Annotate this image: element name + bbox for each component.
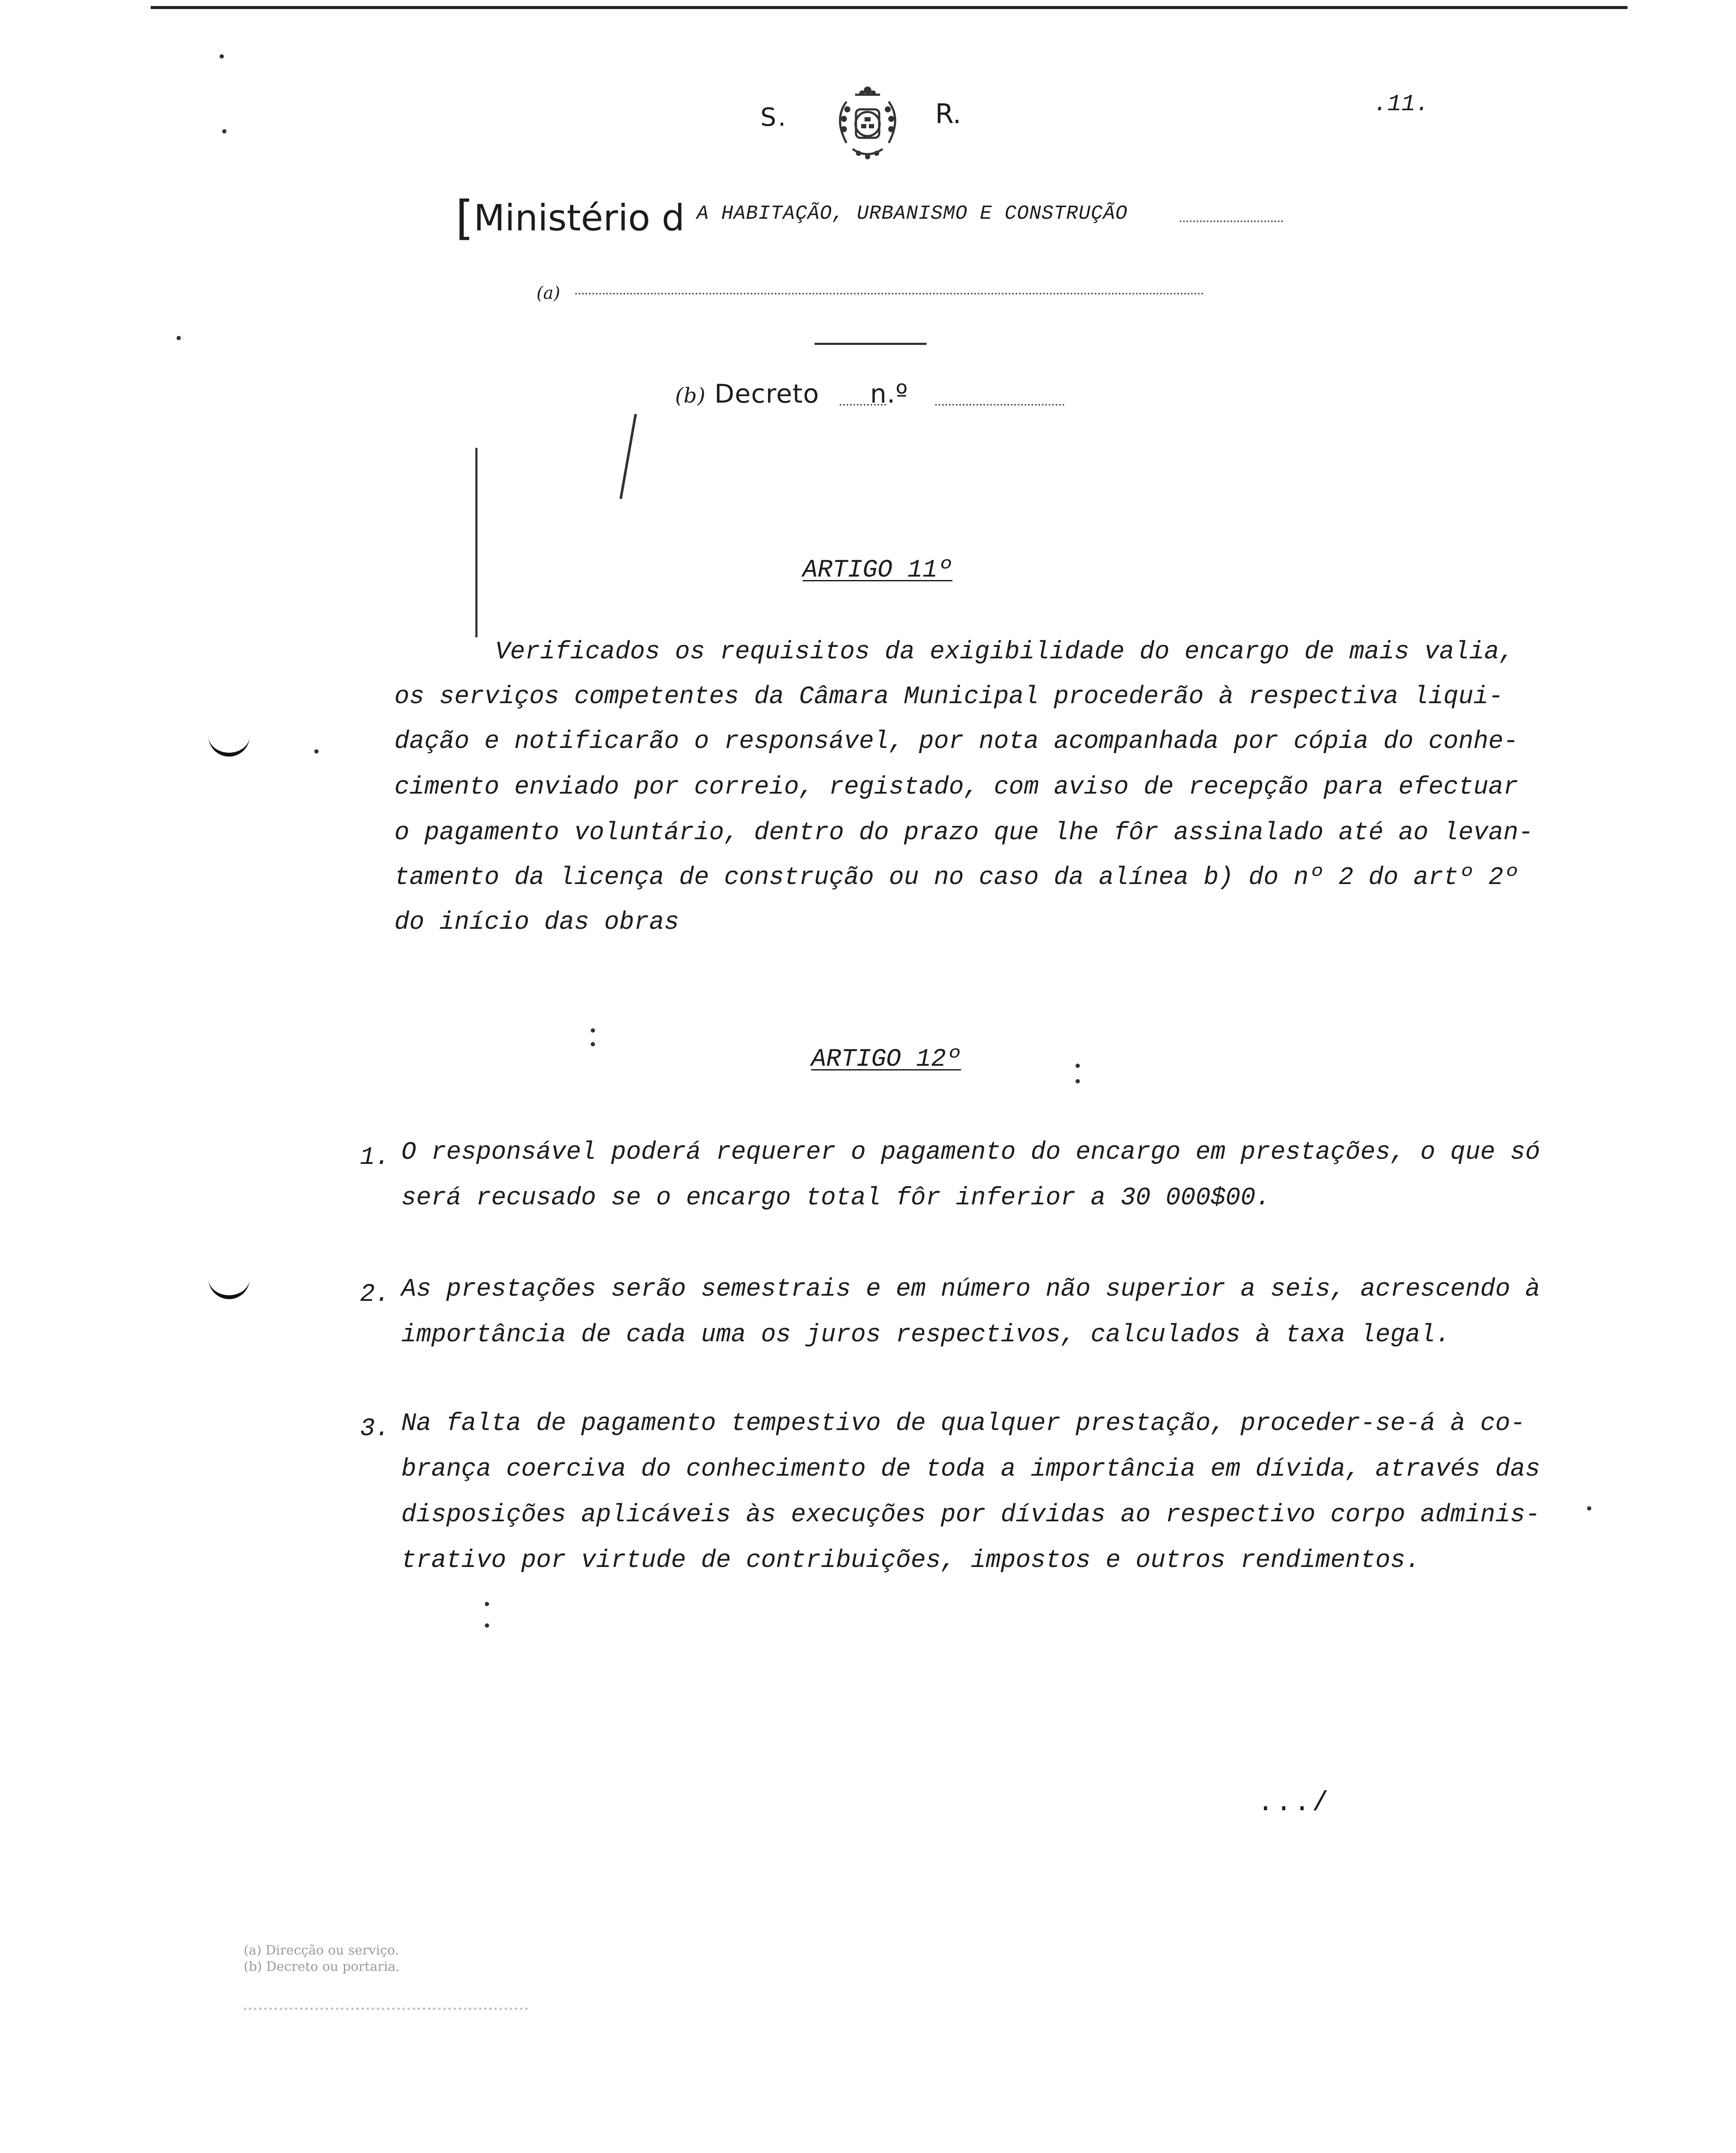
printer-imprint-mark [244,1998,528,2010]
article-11-heading: ARTIGO 11º [803,556,953,584]
scan-speck [485,1602,489,1606]
top-edge-rule [151,6,1628,9]
field-b-marker: (b) [675,384,706,408]
field-a-marker: (a) [536,283,561,303]
ministry-fill-dots [1180,220,1283,222]
binding-punch-mark [208,1275,250,1299]
list-item-line: será recusado se o encargo total fôr inferior a 30 000$00. [401,1184,1271,1212]
scan-speck [314,749,319,754]
scan-speck [177,336,181,340]
list-item-line: As prestações serão semestrais e em número não superior a seis, acrescendo à [401,1275,1541,1303]
list-item-line: brança coerciva do conhecimento de toda a importância em dívida, através das [401,1455,1541,1483]
ministry-name-value: A HABITAÇÃO, URBANISMO E CONSTRUÇÃO [697,202,1128,225]
pen-stroke-mark [620,414,637,499]
ministry-label-text: Ministério d [474,197,685,239]
decree-number-dotted-line [935,404,1064,406]
scan-speck [591,1028,595,1033]
decree-dotted-line [840,404,886,406]
list-item-number: 1. [360,1144,390,1172]
article-11-line: cimento enviado por correio, registado, com aviso de recepção para efectuar [394,773,1519,801]
article-12-heading: ARTIGO 12º [811,1045,961,1073]
article-11-line: o pagamento voluntário, dentro do prazo que lhe fôr assinalado até ao levan- [394,819,1534,847]
field-a-dotted-line [575,293,1204,295]
page-number: .11. [1373,91,1429,118]
article-11-line: Verificados os requisitos da exigibilidade do encargo de mais valia, [495,638,1514,666]
coat-of-arms-emblem-icon [821,84,914,164]
footnote-a: (a) Direcção ou serviço. [244,1943,399,1958]
list-item-line: Na falta de pagamento tempestivo de qualquer prestação, proceder-se-á à co- [401,1410,1525,1438]
article-11-line: tamento da licença de construção ou no caso da alínea b) do nº 2 do artº 2º [394,864,1519,892]
scan-speck [1587,1506,1591,1511]
decree-number-label: n.º [870,379,908,409]
article-11-line: os serviços competentes da Câmara Municipal procederão à respectiva liqui- [394,683,1504,711]
scan-speck [222,129,226,133]
footnote-b: (b) Decreto ou portaria. [244,1959,400,1974]
binding-punch-mark [208,732,250,757]
letterhead-left-letter: S. [760,102,788,132]
list-item-number: 2. [360,1281,390,1309]
decree-label: Decreto [714,379,819,409]
scan-speck [1076,1064,1080,1068]
scan-speck [220,54,224,59]
list-item-line: O responsável poderá requerer o pagamento do encargo em prestações, o que só [401,1139,1541,1166]
continuation-mark: .../ [1257,1788,1330,1819]
header-separator-rule [815,343,927,345]
list-item-line: trativo por virtude de contribuições, impostos e outros rendimentos. [401,1547,1420,1575]
list-item-line: importância de cada uma os juros respectivos, calculados à taxa legal. [401,1321,1451,1349]
list-item-line: disposições aplicáveis às execuções por dívidas ao respectivo corpo adminis- [401,1501,1541,1529]
ministry-label: [Ministério d [456,191,685,245]
article-11-line: dação e notificarão o responsável, por nota acompanhada por cópia do conhe- [394,728,1519,756]
article-11-line: do início das obras [394,909,679,937]
letterhead-right-letter: R. [935,98,961,130]
scan-speck [1076,1079,1080,1083]
list-item-number: 3. [360,1415,390,1443]
margin-pen-line [475,448,477,637]
scan-speck [485,1623,489,1628]
scan-speck [591,1042,595,1046]
